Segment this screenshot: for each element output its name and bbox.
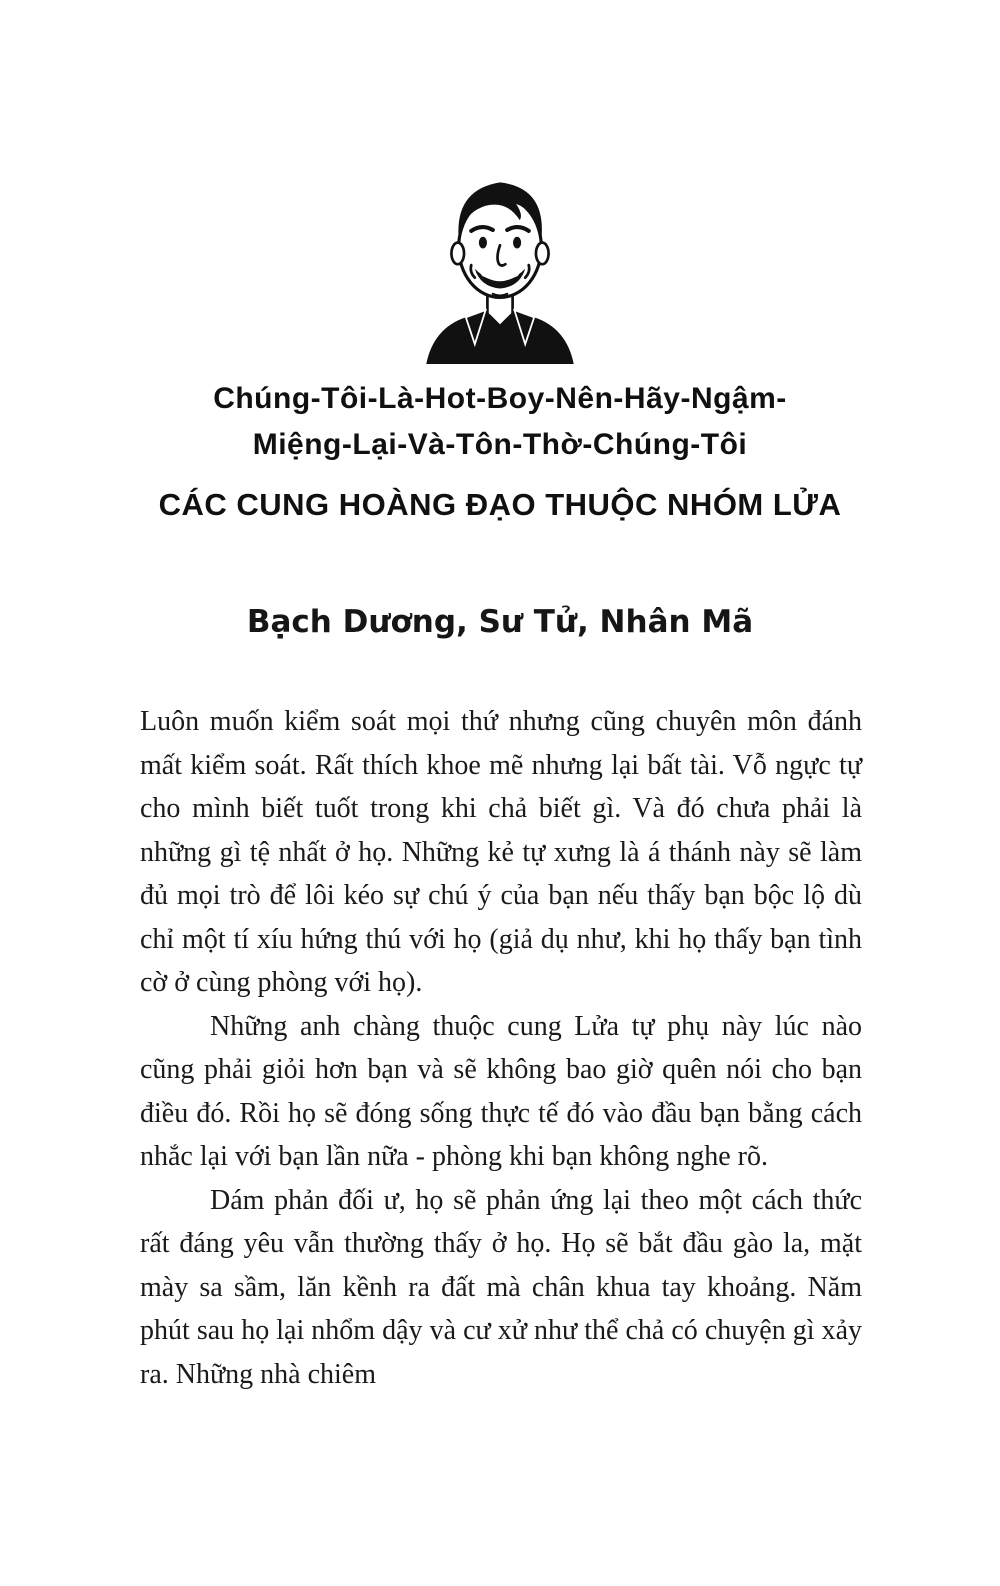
chapter-subtitle: CÁC CUNG HOÀNG ĐẠO THUỘC NHÓM LỬA	[158, 487, 842, 522]
chapter-title-line1: Chúng-Tôi-Là-Hot-Boy-Nên-Hãy-Ngậm-	[213, 382, 787, 415]
body-text	[140, 700, 862, 1396]
chapter-title-line2: Miệng-Lại-Và-Tôn-Thờ-Chúng-Tôi	[252, 428, 748, 461]
paragraph-2: Những anh chàng thuộc cung Lửa tự phụ này lúc nào cũng phải giỏi hơn bạn và sẽ không bao giờ quên nói cho bạn điều đó. Rồi họ sẽ đóng sống thực tế đó vào đầu bạn bằng cách nhắc lại với bạn lần nữa - phòng khi bạn không nghe rõ.	[140, 1010, 862, 1172]
zodiac-section-heading: Bạch Dương, Sư Tử, Nhân Mã	[246, 604, 754, 640]
paragraph-3: Dám phản đối ư, họ sẽ phản ứng lại theo một cách thức rất đáng yêu vẫn thường thấy ở họ. Họ sẽ bắt đầu gào la, mặt mày sa sầm, lăn kềnh ra đất mà chân khua tay khoảng. Năm phút sau họ lại nhổm dậy và cư xử như thể chả có chuyện gì xảy ra. Những nhà chiêm	[140, 1184, 862, 1390]
man-in-suit-icon	[410, 168, 590, 364]
hotboy-illustration	[0, 168, 1000, 369]
paragraph-1: Luôn muốn kiểm soát mọi thứ nhưng cũng chuyên môn đánh mất kiểm soát. Rất thích khoe mẽ nhưng lại bất tài. Vỗ ngực tự cho mình biết tuốt trong khi chả biết gì. Và đó chưa phải là những gì tệ nhất ở họ. Những kẻ tự xưng là á thánh này sẽ làm đủ mọi trò để lôi kéo sự chú ý của bạn nếu thấy bạn bộc lộ dù chỉ một tí xíu hứng thú với họ (giả dụ như, khi họ thấy bạn tình cờ ở cùng phòng với họ).	[140, 706, 862, 998]
chapter-title	[0, 376, 1000, 468]
